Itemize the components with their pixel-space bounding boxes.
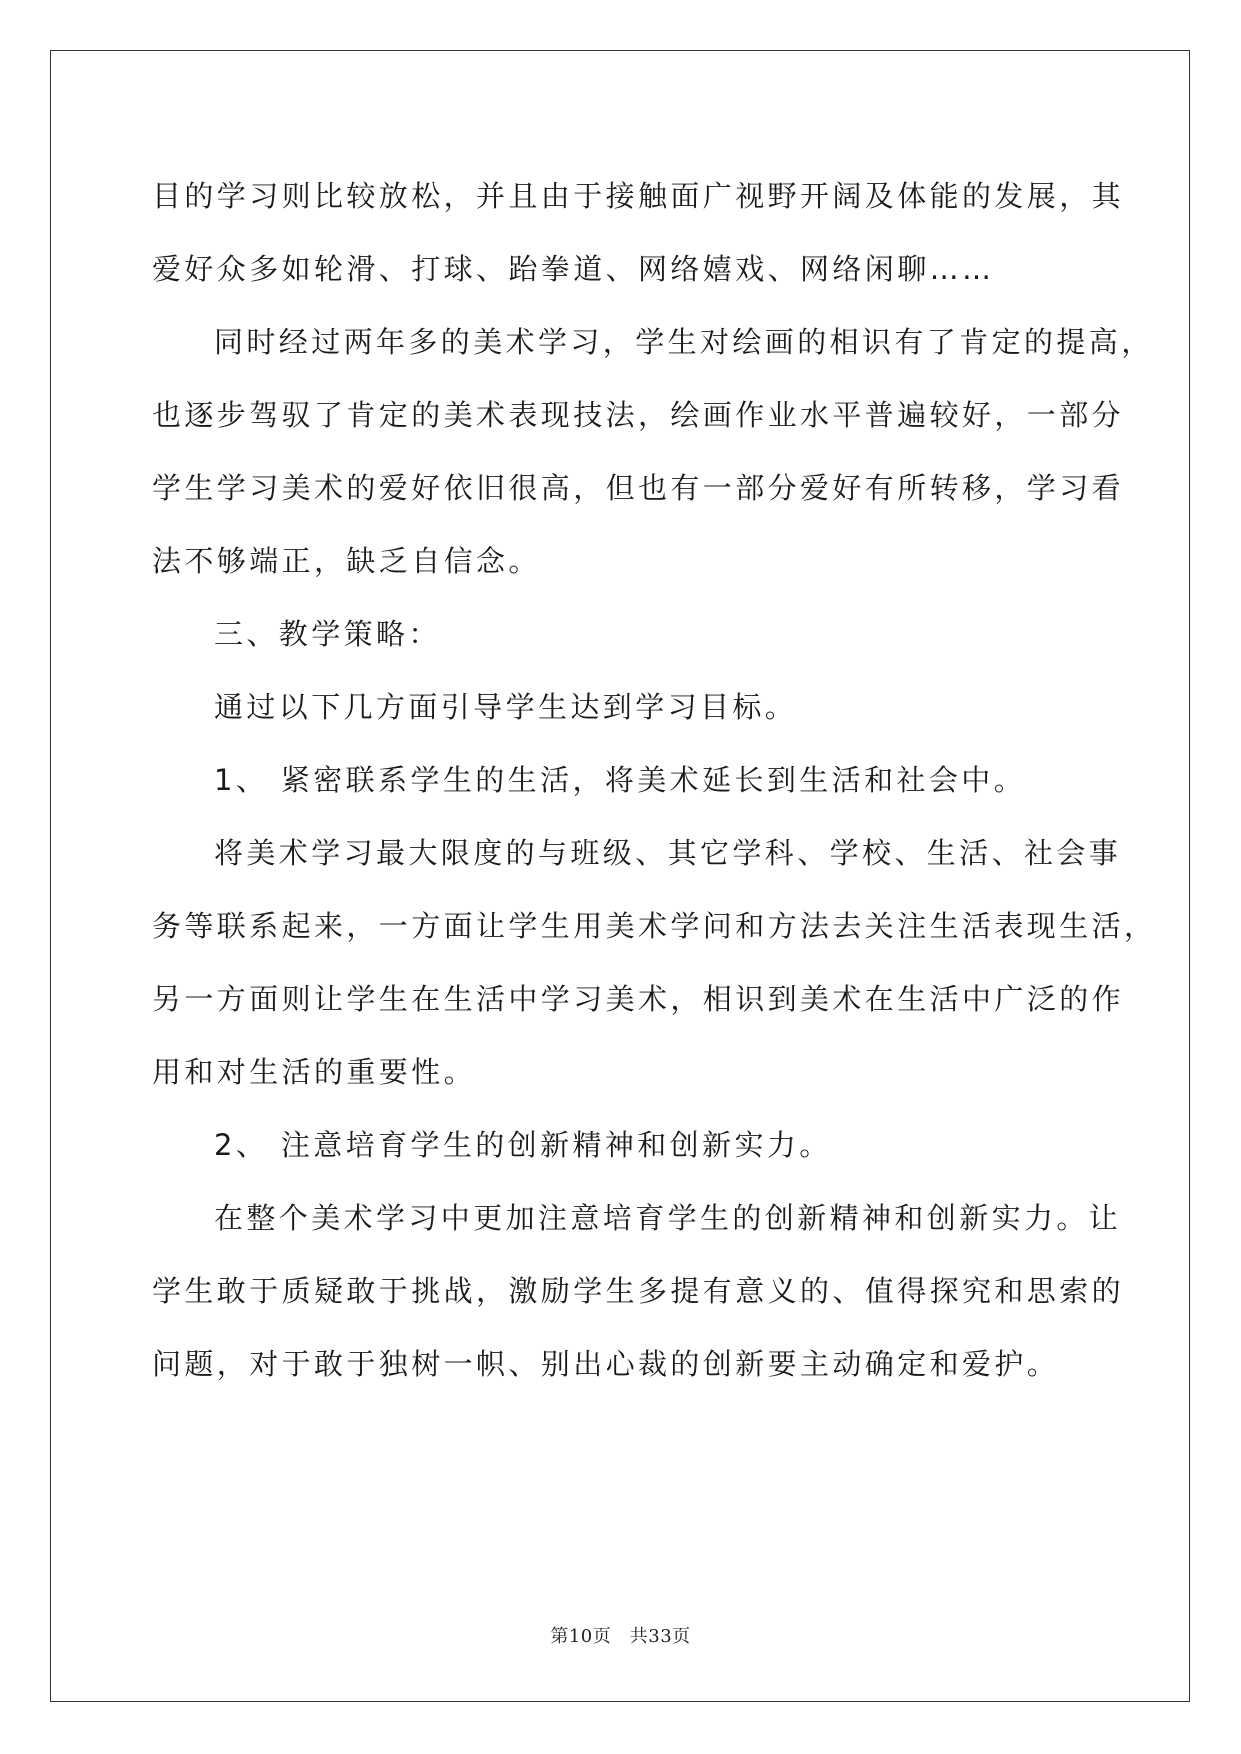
text-line: 目的学习则比较放松，并且由于接触面广视野开阔及体能的发展，其 [152,179,1125,213]
text-line: 学生学习美术的爱好依旧很高，但也有一部分爱好有所转移，学习看 [152,471,1125,505]
text-line: 也逐步驾驭了肯定的美术表现技法，绘画作业水平普遍较好，一部分 [152,398,1125,432]
text-line: 通过以下几方面引导学生达到学习目标。 [214,690,798,724]
text-line: 用和对生活的重要性。 [152,1055,477,1089]
text-line: 务等联系起来，一方面让学生用美术学问和方法去关注生活表现生活， [152,909,1157,943]
list-item-heading: 1、 紧密联系学生的生活，将美术延长到生活和社会中。 [214,763,1027,797]
list-item-heading: 2、 注意培育学生的创新精神和创新实力。 [214,1128,832,1162]
text-line: 将美术学习最大限度的与班级、其它学科、学校、生活、社会事 [214,836,1122,870]
page-number: 第10页 共33页 [550,1626,691,1647]
section-heading: 三、教学策略： [214,617,441,651]
text-line: 问题，对于敢于独树一帜、别出心裁的创新要主动确定和爱护。 [152,1347,1060,1381]
text-line: 法不够端正，缺乏自信念。 [152,544,541,578]
text-line: 学生敢于质疑敢于挑战，激励学生多提有意义的、值得探究和思索的 [152,1274,1125,1308]
text-line: 同时经过两年多的美术学习，学生对绘画的相识有了肯定的提高， [214,325,1154,359]
text-line: 爱好众多如轮滑、打球、跆拳道、网络嬉戏、网络闲聊…… [152,252,995,286]
text-line: 在整个美术学习中更加注意培育学生的创新精神和创新实力。让 [214,1201,1122,1235]
document-body [152,160,1157,1401]
text-line: 另一方面则让学生在生活中学习美术，相识到美术在生活中广泛的作 [152,982,1125,1016]
